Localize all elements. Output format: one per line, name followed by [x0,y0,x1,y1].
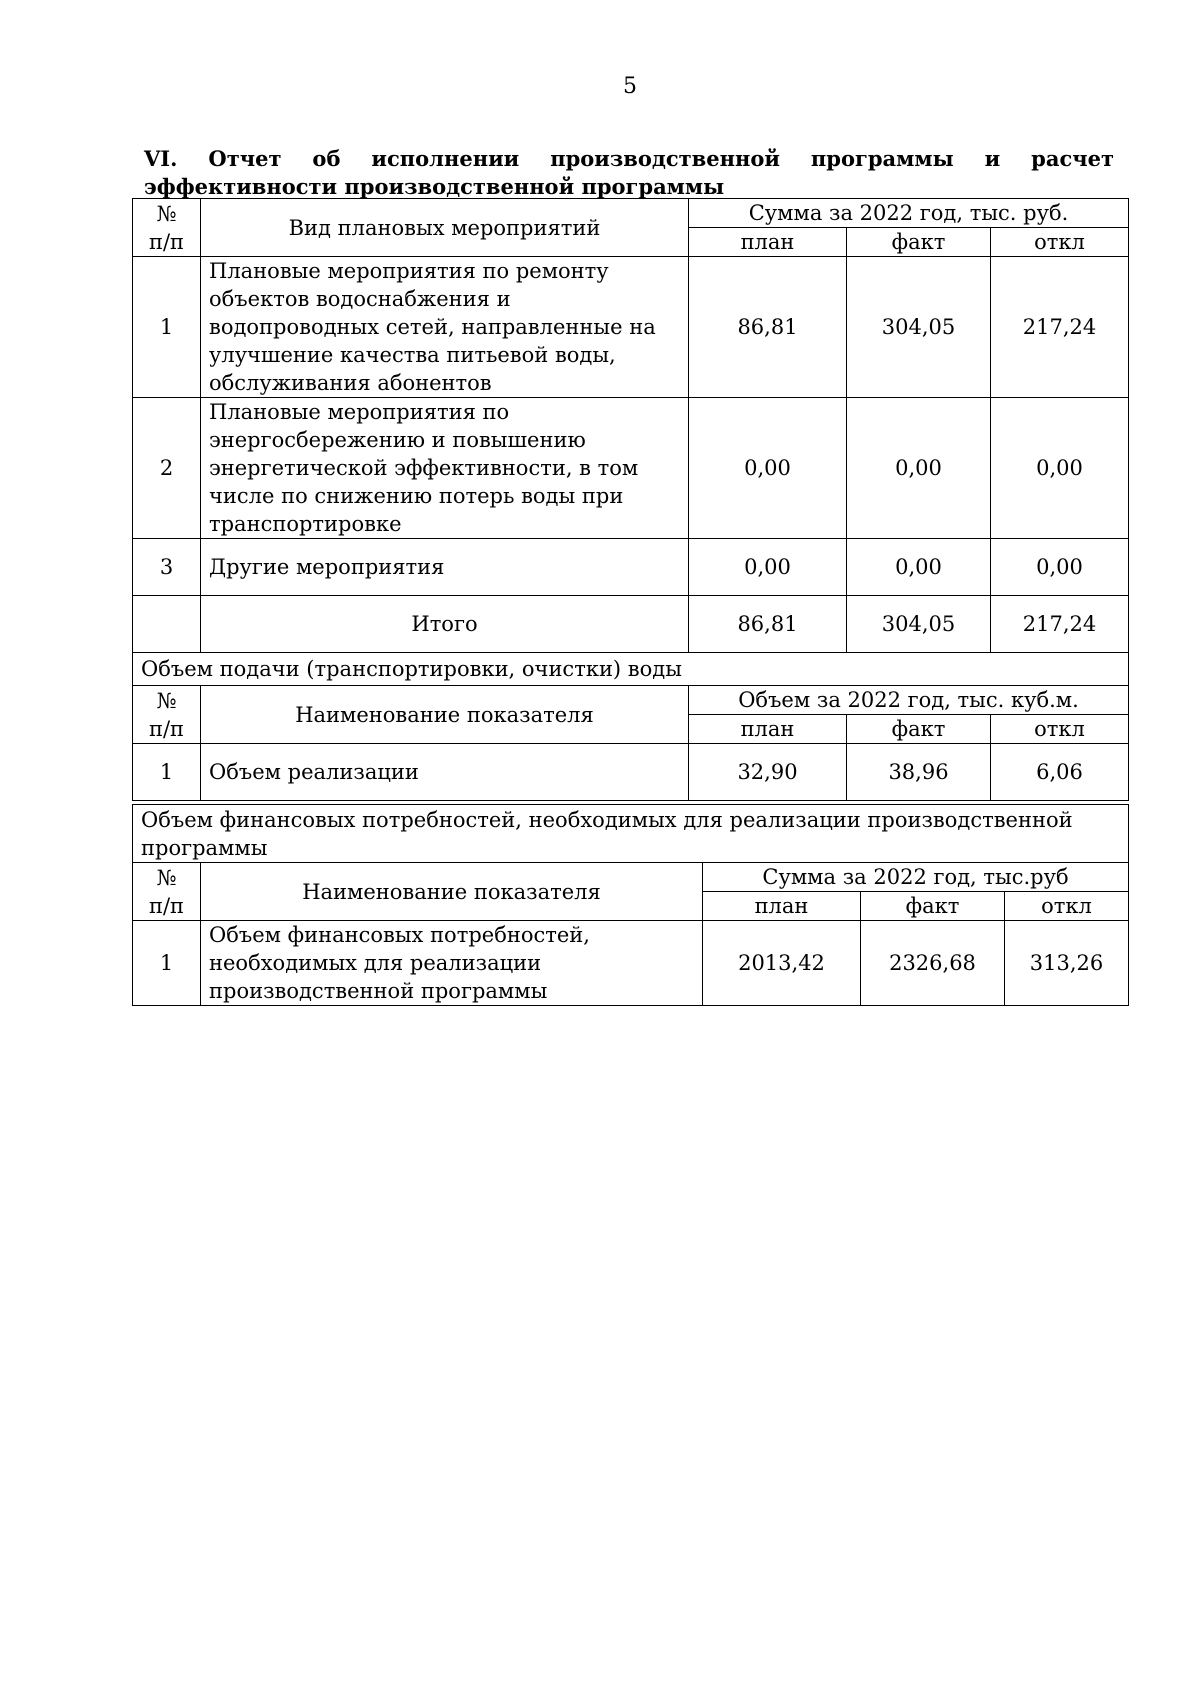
row-dev: 217,24 [991,257,1129,398]
col-no-header: № п/п [133,199,201,257]
row-name: Другие мероприятия [201,539,689,596]
volume-row-name: Объем реализации [201,744,689,801]
volume-col-fact-header: факт [847,715,991,744]
page-number: 5 [623,74,637,99]
volume-col-no-header: № п/п [133,686,201,744]
financial-needs-table [132,804,1129,1006]
row-no: 2 [133,398,201,539]
table-header-row [133,199,1129,228]
volume-row-fact: 38,96 [847,744,991,801]
financial-row-dev: 313,26 [1005,921,1129,1006]
total-label: Итого [201,596,689,653]
financial-row-no: 1 [133,921,201,1006]
table-row [133,257,1129,398]
financial-col-dev-header: откл [1005,892,1129,921]
row-plan: 86,81 [689,257,847,398]
financial-caption-row [133,805,1129,863]
sum-header: Сумма за 2022 год, тыс. руб. [689,199,1129,228]
row-plan: 0,00 [689,539,847,596]
col-fact-header: факт [847,228,991,257]
col-name-header: Вид плановых мероприятий [201,199,689,257]
total-dev: 217,24 [991,596,1129,653]
row-no: 3 [133,539,201,596]
volume-col-name-header: Наименование показателя [201,686,689,744]
financial-col-no-header: № п/п [133,863,201,921]
total-fact: 304,05 [847,596,991,653]
volume-header-row [133,686,1129,715]
financial-header-row [133,863,1129,892]
col-dev-header: откл [991,228,1129,257]
table-row [133,539,1129,596]
volume-caption: Объем подачи (транспортировки, очистки) воды [133,653,1129,686]
row-fact: 0,00 [847,398,991,539]
financial-caption: Объем финансовых потребностей, необходимых для реализации производственной программы [133,805,1129,863]
total-row [133,596,1129,653]
row-dev: 0,00 [991,398,1129,539]
volume-row-dev: 6,06 [991,744,1129,801]
row-no: 1 [133,257,201,398]
volume-caption-row [133,653,1129,686]
col-plan-header: план [689,228,847,257]
total-no [133,596,201,653]
row-name: Плановые мероприятия по энергосбережению и повышению энергетической эффективности, в том числе по снижению потерь воды при транспортировке [201,398,689,539]
row-dev: 0,00 [991,539,1129,596]
volume-sum-header: Объем за 2022 год, тыс. куб.м. [689,686,1129,715]
row-plan: 0,00 [689,398,847,539]
financial-col-name-header: Наименование показателя [201,863,703,921]
financial-row-name: Объем финансовых потребностей, необходимых для реализации производственной программы [201,921,703,1006]
financial-col-fact-header: факт [861,892,1005,921]
row-name: Плановые мероприятия по ремонту объектов водоснабжения и водопроводных сетей, направленные на улучшение качества питьевой воды, обслуживания абонентов [201,257,689,398]
row-fact: 0,00 [847,539,991,596]
financial-col-plan-header: план [703,892,861,921]
financial-row-plan: 2013,42 [703,921,861,1006]
volume-col-dev-header: откл [991,715,1129,744]
financial-sum-header: Сумма за 2022 год, тыс.руб [703,863,1129,892]
table-row [133,921,1129,1006]
volume-row-plan: 32,90 [689,744,847,801]
table-row [133,398,1129,539]
volume-col-plan-header: план [689,715,847,744]
row-fact: 304,05 [847,257,991,398]
volume-row-no: 1 [133,744,201,801]
production-program-table [132,198,1129,801]
section-title: VI. Отчет об исполнении производственной программы и расчет эффективности производственной программы [144,146,1114,199]
table-row [133,744,1129,801]
financial-row-fact: 2326,68 [861,921,1005,1006]
total-plan: 86,81 [689,596,847,653]
